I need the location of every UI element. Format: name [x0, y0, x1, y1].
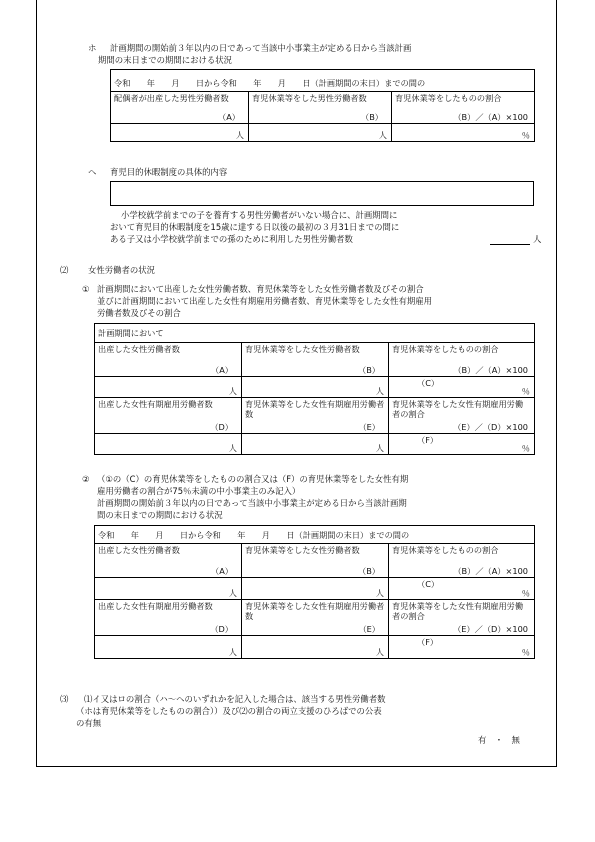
- table-1-r1c2: 育児休業等をした女性労働者数 （B）: [242, 343, 389, 377]
- section-he-note1: 小学校就学前までの子を養育する男性労働者がいない場合に、計画期間に: [121, 210, 398, 220]
- table-1-value-d[interactable]: 人: [95, 434, 242, 455]
- he-count-field[interactable]: [490, 234, 530, 245]
- table-ho-value-a[interactable]: 人: [111, 124, 249, 142]
- table-1-r1c3: 育児休業等をしたものの割合 （B）／（A）×100: [389, 343, 535, 377]
- table-2-value-a[interactable]: 人: [95, 578, 242, 600]
- table-ho-col3: 育児休業等をしたものの割合 （B）／（A）×100: [392, 92, 535, 124]
- table-2-header: 令和 年 月 日から令和 年 月 日（計画期間の末日）までの間の: [95, 526, 535, 544]
- table-2-r1c3: 育児休業等をしたものの割合 （B）／（A）×100: [389, 544, 535, 578]
- table-ho-value-ratio[interactable]: ％: [392, 124, 535, 142]
- table-1-header: 計画期間において: [95, 324, 535, 343]
- item1-marker: ①: [82, 284, 90, 294]
- table-1-r3c1: 出産した女性有期雇用労働者数 （D）: [95, 398, 242, 434]
- table-2-value-b[interactable]: 人: [242, 578, 389, 600]
- section-he-title: 育児目的休暇制度の具体的内容: [110, 167, 228, 177]
- item1-line1: 計画期間において出産した女性労働者数、育児休業等をした女性労働者数及びその割合: [97, 284, 424, 294]
- table-ho-value-b[interactable]: 人: [249, 124, 392, 142]
- table-1: [94, 323, 535, 455]
- section-ho-line2: 期間の末日までの期間における状況: [98, 55, 232, 65]
- table-2: [94, 525, 535, 659]
- table-2-value-e[interactable]: 人: [242, 636, 389, 659]
- table-2-r1c2: 育児休業等をした女性労働者数 （B）: [242, 544, 389, 578]
- item1-line2: 並びに計画期間において出産した女性有期雇用労働者数、育児休業等をした女性有期雇用: [97, 296, 432, 306]
- publication-choice[interactable]: 有 ・ 無: [478, 735, 520, 745]
- section-he-note3: ある子又は小学校就学前までの孫のために利用した男性労働者数: [110, 234, 353, 244]
- section3-marker: ⑶: [60, 694, 69, 704]
- item2-marker: ②: [82, 474, 90, 484]
- table-1-value-a[interactable]: 人: [95, 377, 242, 398]
- section3-line1: ⑴イ又はロの割合（ハ～ヘのいずれかを記入した場合は、該当する男性労働者数: [84, 694, 386, 704]
- table-1-r3c3: 育児休業等をした女性有期雇用労働者の割合 （E）／（D）×100: [389, 398, 535, 434]
- section-he-marker: ヘ: [88, 167, 97, 177]
- table-2-r3c3: 育児休業等をした女性有期雇用労働者の割合 （E）／（D）×100: [389, 600, 535, 636]
- table-2-value-f[interactable]: （F） ％: [389, 636, 535, 659]
- table-ho-col1: 配偶者が出産した男性労働者数 （A）: [111, 92, 249, 124]
- table-ho: [110, 69, 535, 142]
- table-ho-col2: 育児休業等をした男性労働者数 （B）: [249, 92, 392, 124]
- section2-marker: ⑵: [60, 265, 69, 275]
- table-2-r3c1: 出産した女性有期雇用労働者数 （D）: [95, 600, 242, 636]
- item2-line2: 雇用労働者の割合が75％未満の中小事業主のみ記入）: [97, 486, 301, 496]
- table-1-value-f[interactable]: （F） ％: [389, 434, 535, 455]
- table-1-value-c[interactable]: （C） ％: [389, 377, 535, 398]
- table-2-value-c[interactable]: （C） ％: [389, 578, 535, 600]
- section3-line2: （ホは育児休業等をしたものの割合））及び⑵の割合の両立支援のひろばでの公表: [76, 706, 382, 716]
- table-2-r3c2: 育児休業等をした女性有期雇用労働者数 （E）: [242, 600, 389, 636]
- section-he-note2: おいて育児目的休暇制度を15歳に達する日以後の最初の３月31日までの間に: [110, 222, 400, 232]
- table-1-r3c2: 育児休業等をした女性有期雇用労働者数 （E）: [242, 398, 389, 434]
- table-2-value-d[interactable]: 人: [95, 636, 242, 659]
- section2-title: 女性労働者の状況: [88, 265, 155, 275]
- table-1-value-e[interactable]: 人: [242, 434, 389, 455]
- section3-line3: の有無: [76, 718, 102, 728]
- item2-line1: （①の（C）の育児休業等をしたものの割合又は（F）の育児休業等をした女性有期: [97, 474, 409, 484]
- table-1-value-b[interactable]: 人: [242, 377, 389, 398]
- item2-line3: 計画期間の開始前３年以内の日であって当該中小事業主が定める日から当該計画期: [97, 498, 407, 508]
- table-2-r1c1: 出産した女性労働者数 （A）: [95, 544, 242, 578]
- he-content-field[interactable]: [110, 181, 534, 206]
- item1-line3: 労働者数及びその割合: [97, 308, 181, 318]
- table-1-r1c1: 出産した女性労働者数 （A）: [95, 343, 242, 377]
- section-ho-marker: ホ: [88, 43, 97, 53]
- he-count-unit: 人: [533, 234, 542, 244]
- item2-line4: 間の末日までの期間における状況: [97, 510, 223, 520]
- section-ho-line1: 計画期間の開始前３年以内の日であって当該中小事業主が定める日から当該計画: [110, 43, 412, 53]
- table-ho-header: 令和 年 月 日から令和 年 月 日（計画期間の末日）までの間の: [111, 70, 535, 92]
